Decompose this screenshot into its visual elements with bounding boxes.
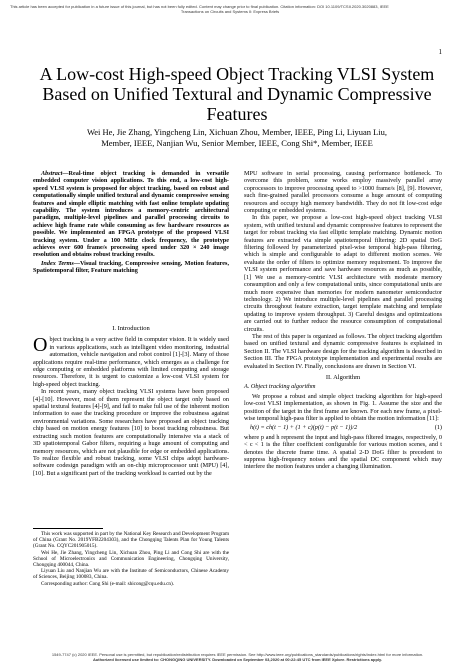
abstract-label: Abstract bbox=[41, 170, 63, 177]
footnote-rule bbox=[33, 528, 103, 529]
intro-paragraph-1: Object tracking is a very active field in computer vision. It is widely used in various applications, such as intelligent video monitoring, industrial automation, vehicle navigation and robot control [1]-[3]. Many of those applications require real-time performance, which emerges as a challenge for edge computing or embedded platforms with limited computing and storage resources. Therefore, it is urgent to customize a low-cost VLSI system for high-speed object tracking. bbox=[33, 334, 229, 388]
right-paragraph-5: where p and h represent the input and high-pass filtered images, respectively, 0 < c < 1 is the filter coefficient configurable for various motion scenes, and t denotes the discrete frame time. A spatial 2-D DoG filter is precedent to suppress high-frequency noises and the spatial DC component which may interfere the motion features under a changing illumination. bbox=[244, 433, 442, 471]
footnote-funding: This work was supported in part by the National Key Research and Development Program of China (Grant No. 2019YFB2204303), and the Chongqing Talents Plan for Young Talents (Grant No. CQYC201905015). bbox=[33, 531, 229, 550]
running-header bbox=[10, 4, 450, 14]
footnote-block bbox=[33, 531, 229, 587]
equation-body: h(t) = ch(t − 1) + (1 + c)(p(t) − p(t − 1))/2 bbox=[250, 424, 358, 432]
copyright-line: 1549-7747 (c) 2020 IEEE. Personal use is permitted, but republication/redistribution requires IEEE permission. See http://www.ieee.org/publications_standards/publications/rights/index.html for more information. bbox=[51, 652, 424, 657]
section-heading-algorithm: II. Algorithm bbox=[325, 373, 361, 381]
right-paragraph-1: MPU software in serial processing, causing performance bottleneck. To overcome this problem, some works employ massively parallel array coprocessors to improve processing speed to >1000 frame/s [8], [9]. However, such fine-grained parallel processors consume a huge amount of computing resources and occupy high memory bandwidth. They do not fit low-cost edge computing or embedded systems. bbox=[244, 170, 442, 215]
introduction-section bbox=[33, 325, 229, 477]
footnote-affiliation-1: Wei He, Jie Zhang, Yingcheng Lin, Xichuan Zhou, Ping Li and Cong Shi are with the School of Microelectronics and Communication Engineering, Chongqing University, Chongqing 400044, China. bbox=[33, 549, 229, 569]
abstract-block bbox=[33, 170, 229, 275]
right-paragraph-2: In this paper, we propose a low-cost high-speed object tracking VLSI system, with unified textural and dynamic compressive features to represent the target for robust tracking via fast elliptic template matching. Dynamic motion features are extracted via simple spatiotemporal filtering: 2D spatial DoG filtering followed by parameterized pixel-wise temporal high-pass filtering, which is simple and configurable to adapt to different motion scenes. We evaluate the order of filters to optimize memory requirement. To improve the VLSI system performance and save hardware resources as much as possible, [1] We use a memory-centric VLSI architecture with moderate memory consumption and only a few computational units, since computational units are much more expensive than memories for modern nanometer semiconductor technology. 2) We introduce multiple-level pipelines and parallel processing circuits throughout feature extraction, target template matching and template updating to improve system throughput. 3) Careful designs and optimizations are carried out to further reduce the resource consumption of computational circuits. bbox=[244, 214, 442, 333]
page-number: 1 bbox=[438, 48, 442, 56]
paper-title: A Low-cost High-speed Object Tracking VLSI System Based on Unified Textural and Dynamic Compressive Features bbox=[39, 64, 435, 124]
header-line-2: Transactions on Circuits and Systems II: Express Briefs bbox=[180, 9, 280, 14]
abstract-text: —Real-time object tracking is demanded in versatile embedded computer vision applications. To this end, a low-cost high-speed VLSI system is proposed for object tracking, based on robust and computationally simple unified textural and dynamic compressive sensing features and simple elliptic matching with fast online template updating capability. The system introduces a memory-centric architectural paradigm, multiple-level pipelines and parallel processing circuits to achieve high frame rate while consuming as few hardware resources as possible. We implemented an FPGA prototype of the proposed VLSI tracking system. Under a 100 MHz clock frequency, the prototype achieves over 600 frame/s processing speed under 320 × 240 image resolution and obtains robust tracking results. bbox=[33, 170, 229, 259]
footnote-affiliation-2: Liyuan Liu and Nanjian Wu are with the Institute of Semiconductors, Chinese Academy of Sciences, Beijing 100083, China. bbox=[33, 568, 229, 581]
equation-1 bbox=[250, 424, 442, 431]
drop-cap: O bbox=[33, 334, 48, 357]
equation-number: (1) bbox=[434, 424, 442, 432]
index-terms-label: Index Terms bbox=[41, 259, 74, 267]
right-paragraph-3: The rest of this paper is organized as follows. The object tracking algorithm based on unified textural and dynamic compressive features is explained in Section II. The VLSI hardware design for the tracking algorithm is described in Section III. The FPGA prototype implementation and experimental results are evaluated in Section IV. Finally, conclusions are drawn in Section VI. bbox=[244, 332, 442, 370]
authors-line-2: Member, IEEE, Nanjian Wu, Senior Member, IEEE, Cong Shi*, Member, IEEE bbox=[101, 138, 373, 148]
author-list bbox=[24, 127, 450, 149]
license-line: Authorized licensed use limited to: CHONGQING UNIVERSITY. Downloaded on September 03,2020 at 00:22:45 UTC from IEEE Xplore. Restrictions apply. bbox=[92, 657, 383, 662]
right-column bbox=[244, 170, 442, 471]
section-heading-introduction: I. Introduction bbox=[112, 325, 150, 332]
footnote-correspondence: Corresponding author: Cong Shi (e-mail: shicong@cqu.edu.cn). bbox=[41, 580, 175, 587]
right-paragraph-4: We propose a robust and simple object tracking algorithm for high-speed low-cost VLSI implementation, as shown in Fig. 1. Assume the size and the position of the target in the first frame are known. For each new frame, a pixel-wise temporal high-pass filter is applied to obtain the motion information [11]: bbox=[244, 392, 442, 422]
subsection-heading-a: A. Object tracking algorithm bbox=[244, 383, 316, 391]
authors-line-1: Wei He, Jie Zhang, Yingcheng Lin, Xichuan Zhou, Member, IEEE, Ping Li, Liyuan Liu, bbox=[86, 127, 388, 137]
header-line-1: This article has been accepted for publication in a future issue of this journal, but has not been fully edited. Content may change prior to final publication. Citation information: DOI 10.1109/TCSII.2020.3020883, IEEE bbox=[10, 4, 389, 9]
intro-paragraph-2: In recent years, many object tracking VLSI systems have been proposed [4]-[10]. However, most of them represent the object target only based on spatial textural features [4]-[9], and fail to make full use of the inherent motion information to ease the tracking procedure or improve the robustness against environmental variations. Some researchers have proposed an object tracking chip based on motion energy features [10] to boost tracking robustness. But extracting such motion features are computationally intensive via a stack of 3D spatiotemporal Gabor filters, requiring a huge amount of computing and memory resources, which are not plausible for edge or embedded applications. To realize flexible and robust tracking, some VLSI chips adopt hardware-software codesign paradigm with an on-chip microprocessor unit (MPU) [4], [10]. But a significant part of the tracking workload is carried out by the bbox=[33, 388, 229, 477]
index-terms-text: —Visual tracking, Compressive sensing, Motion features, Spatiotemporal filter, Feature matching bbox=[33, 259, 229, 275]
copyright-footer bbox=[10, 652, 465, 662]
